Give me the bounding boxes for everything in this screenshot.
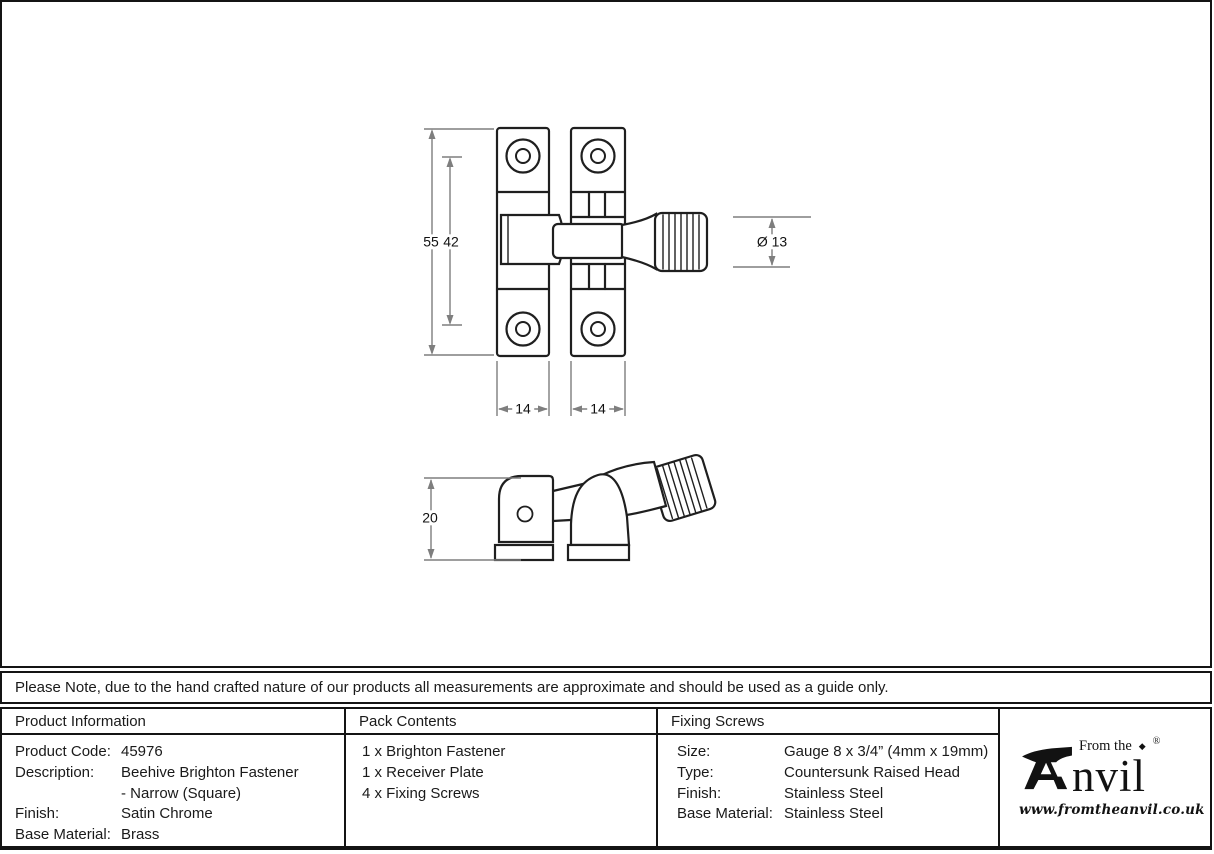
table-row xyxy=(15,784,344,805)
spec-table xyxy=(0,707,1212,850)
registered-trademark-icon: ® xyxy=(1152,735,1161,747)
list-item: 1 x Receiver Plate xyxy=(362,763,484,781)
table-row xyxy=(677,804,998,825)
measurement-note-text: Please Note, due to the hand crafted nature of our products all measurements are approximate and should be used as a guide only. xyxy=(15,679,889,696)
table-row xyxy=(677,742,998,763)
field-value: Brass xyxy=(121,826,160,844)
table-row xyxy=(677,763,998,784)
field-label: Finish: xyxy=(677,784,722,802)
field-value: Satin Chrome xyxy=(121,805,213,823)
receiver-plate-side xyxy=(499,476,553,542)
logo-name-text: nvil xyxy=(1072,751,1147,802)
table-row xyxy=(15,763,344,784)
table-row xyxy=(15,825,344,846)
latch-arm xyxy=(553,224,625,258)
field-label: Product Code: xyxy=(15,743,111,760)
field-label: Finish: xyxy=(15,805,60,823)
drawing-canvas xyxy=(2,2,1210,666)
list-item: 4 x Fixing Screws xyxy=(362,784,480,802)
logo-tagline: From the xyxy=(1079,737,1132,754)
field-label: Description: xyxy=(15,763,95,781)
product-information-cell xyxy=(2,735,346,846)
field-label: Size: xyxy=(677,743,711,760)
side-view xyxy=(495,453,717,560)
knob-neck xyxy=(622,214,656,269)
dimension-knob-diameter: Ø 13 xyxy=(754,234,790,249)
table-row xyxy=(677,784,998,805)
field-value: Gauge 8 x 3/4” (4mm x 19mm) xyxy=(784,743,989,760)
table-row xyxy=(15,804,344,825)
field-value: Stainless Steel xyxy=(784,784,884,802)
field-label: Base Material: xyxy=(15,826,111,844)
dimension-overall-height: 55 xyxy=(420,234,442,249)
header-fixing-screws: Fixing Screws xyxy=(658,709,1000,735)
field-value: 45976 xyxy=(121,743,163,760)
receiver-base xyxy=(495,545,553,560)
from-the-anvil-logo xyxy=(1019,735,1205,818)
measurement-note-bar xyxy=(0,671,1212,704)
cam-base xyxy=(568,545,629,560)
anvil-icon xyxy=(1019,744,1075,792)
logo-name-row xyxy=(1019,740,1191,802)
diamond-icon: ◆ xyxy=(1138,740,1146,751)
field-value: - Narrow (Square) xyxy=(121,784,242,802)
field-value: Beehive Brighton Fastener xyxy=(121,763,299,781)
dimension-right-plate-width: 14 xyxy=(587,401,609,416)
field-label: Type: xyxy=(677,763,714,781)
logo-cell xyxy=(1000,709,1210,846)
table-row xyxy=(15,742,344,763)
dimension-hole-spacing: 42 xyxy=(440,234,462,249)
dimension-left-plate-width: 14 xyxy=(512,401,534,416)
pack-contents-cell xyxy=(346,735,658,846)
field-value: Stainless Steel xyxy=(784,805,884,823)
fixing-screws-cell xyxy=(658,735,1000,846)
logo-website: www.fromtheanvil.co.uk xyxy=(1019,801,1205,818)
dimension-side-depth: 20 xyxy=(419,510,441,525)
list-item: 1 x Brighton Fastener xyxy=(362,743,506,760)
header-product-information: Product Information xyxy=(2,709,346,735)
field-value: Countersunk Raised Head xyxy=(784,763,960,781)
front-view xyxy=(497,128,707,356)
field-label xyxy=(15,784,121,805)
field-label: Base Material: xyxy=(677,805,773,823)
header-pack-contents: Pack Contents xyxy=(346,709,658,735)
